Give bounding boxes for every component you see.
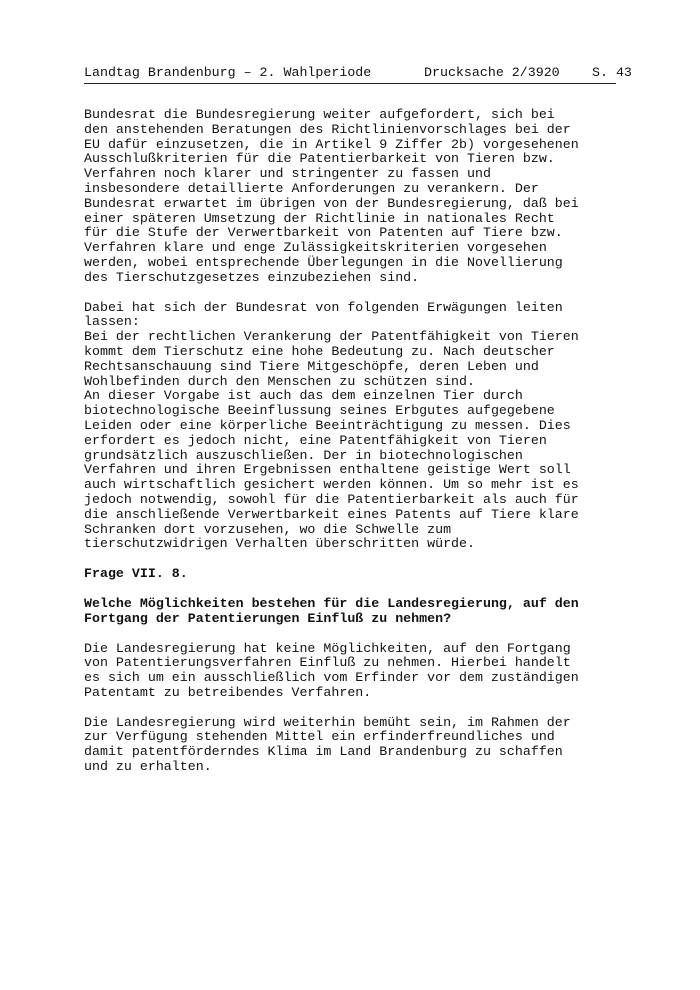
text-line: Fortgang der Patentierungen Einfluß zu nehmen? <box>84 610 452 626</box>
text-line: damit patentförderndes Klima im Land Brandenburg zu schaffen <box>84 744 563 760</box>
text-line: Rechtsanschauung sind Tiere Mitgeschöpfe, deren Leben und <box>84 358 539 374</box>
question-label <box>84 567 624 582</box>
text-line: Welche Möglichkeiten bestehen für die Landesregierung, auf den <box>84 595 579 611</box>
text-line: Die Landesregierung hat keine Möglichkeiten, auf den Fortgang <box>84 640 571 656</box>
text-line: Verfahren klare und enge Zulässigkeitskriterien vorgesehen <box>84 240 547 256</box>
text-line: insbesondere detaillierte Anforderungen zu verankern. Der <box>84 180 539 196</box>
text-line: jedoch notwendig, sowohl für die Patentierbarkeit als auch für <box>84 491 579 507</box>
question-number: Frage VII. 8. <box>84 566 188 582</box>
paragraph-bundesrat-request <box>84 108 624 286</box>
text-line: Die Landesregierung wird weiterhin bemüht sein, im Rahmen der <box>84 714 571 730</box>
text-line: es sich um ein ausschließlich vom Erfinder vor dem zuständigen <box>84 670 579 686</box>
question-text <box>84 597 624 627</box>
header-parliament-period: Landtag Brandenburg – 2. Wahlperiode <box>84 65 372 80</box>
header-page-number: S. 43 <box>592 65 632 80</box>
text-line: grundsätzlich auszuschließen. Der in biotechnologischen <box>84 447 523 463</box>
text-line: Leiden oder eine körperliche Beeinträchtigung zu messen. Dies <box>84 417 571 433</box>
header-document-number: Drucksache 2/3920 <box>424 65 560 80</box>
text-line: auch wirtschaftlich gesichert werden können. Um so mehr ist es <box>84 477 579 493</box>
text-line: den anstehenden Beratungen des Richtlinienvorschlages bei der <box>84 121 571 137</box>
paragraph-considerations <box>84 301 624 553</box>
page-header <box>84 65 632 84</box>
answer-paragraph-1 <box>84 642 624 701</box>
text-line: für die Stufe der Verwertbarkeit von Patenten auf Tiere bzw. <box>84 225 563 241</box>
text-line: Wohlbefinden durch den Menschen zu schützen sind. <box>84 373 475 389</box>
text-line: EU dafür einzusetzen, die in Artikel 9 Ziffer 2b) vorgesehenen <box>84 136 579 152</box>
text-line: die anschließende Verwertbarkeit eines Patents auf Tiere klare <box>84 506 579 522</box>
text-line: Bei der rechtlichen Verankerung der Patentfähigkeit von Tieren <box>84 329 579 345</box>
text-line: Bundesrat erwartet im übrigen von der Bundesregierung, daß bei <box>84 195 579 211</box>
text-line: Verfahren und ihren Ergebnissen enthaltene geistige Wert soll <box>84 462 571 478</box>
text-line: Schranken dort vorzusehen, wo die Schwelle zum <box>84 521 452 537</box>
text-line: zur Verfügung stehenden Mittel ein erfinderfreundliches und <box>84 729 555 745</box>
text-line: An dieser Vorgabe ist auch das dem einzelnen Tier durch <box>84 388 523 404</box>
answer-paragraph-2 <box>84 716 624 775</box>
text-line: Dabei hat sich der Bundesrat von folgenden Erwägungen leiten <box>84 299 563 315</box>
document-body <box>84 108 624 790</box>
text-line: kommt dem Tierschutz eine hohe Bedeutung zu. Nach deutscher <box>84 343 555 359</box>
text-line: erfordert es jedoch nicht, eine Patentfähigkeit von Tieren <box>84 432 547 448</box>
text-line: und zu erhalten. <box>84 759 212 775</box>
text-line: von Patentierungsverfahren Einfluß zu nehmen. Hierbei handelt <box>84 655 571 671</box>
text-line: Patentamt zu betreibendes Verfahren. <box>84 684 372 700</box>
text-line: des Tierschutzgesetzes einzubeziehen sind. <box>84 269 420 285</box>
text-line: werden, wobei entsprechende Überlegungen in die Novellierung <box>84 254 563 270</box>
text-line: lassen: <box>84 314 140 330</box>
text-line: Verfahren noch klarer und stringenter zu fassen und <box>84 166 491 182</box>
text-line: einer späteren Umsetzung der Richtlinie in nationales Recht <box>84 210 555 226</box>
text-line: Ausschlußkriterien für die Patentierbarkeit von Tieren bzw. <box>84 151 555 167</box>
text-line: biotechnologische Beeinflussung seines Erbgutes aufgegebene <box>84 403 555 419</box>
text-line: tierschutzwidrigen Verhalten überschritten würde. <box>84 536 475 552</box>
text-line: Bundesrat die Bundesregierung weiter aufgefordert, sich bei <box>84 107 555 122</box>
